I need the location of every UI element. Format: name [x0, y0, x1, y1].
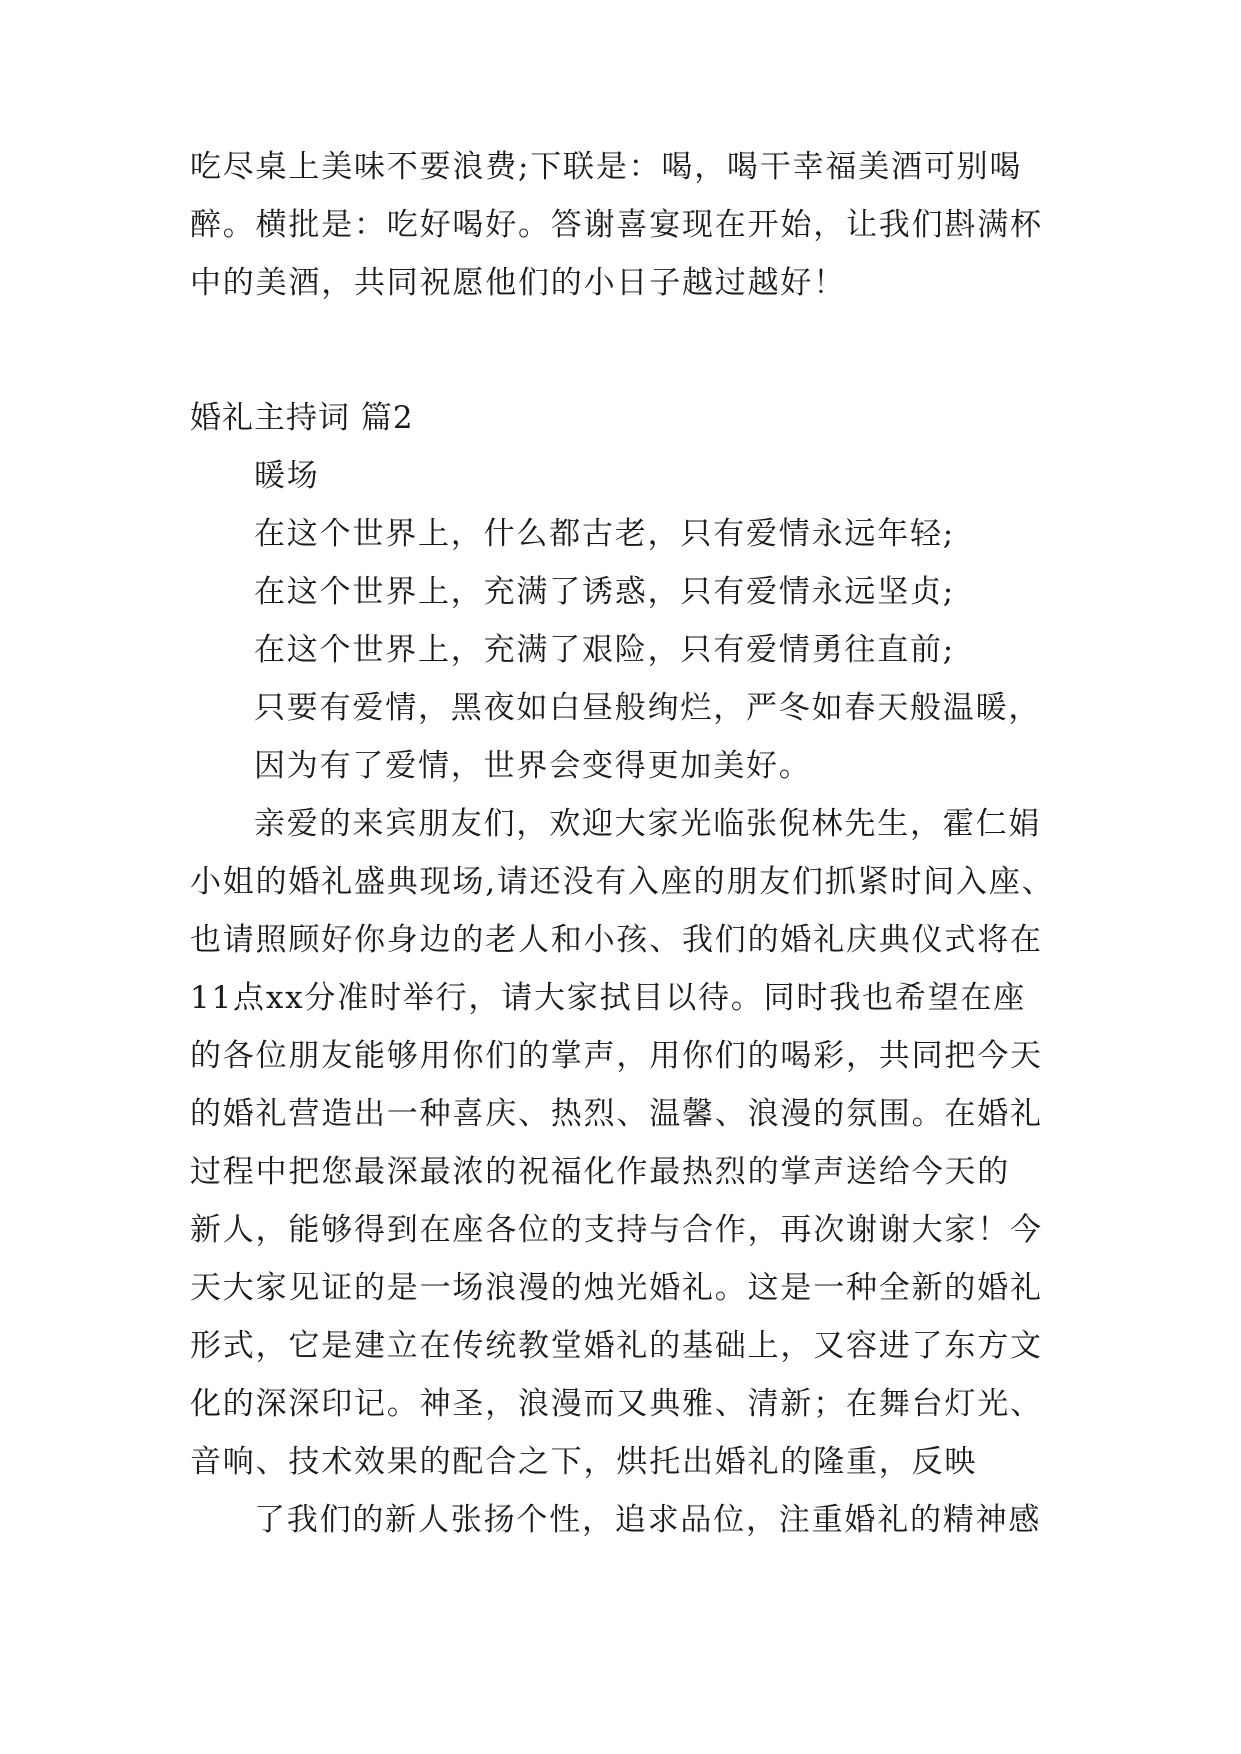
poem-line-1: 在这个世界上，什么都古老，只有爱情永远年轻;	[254, 516, 956, 552]
intro-line-1: 吃尽桌上美味不要浪费;下联是：喝，喝干幸福美酒可别喝	[190, 149, 1023, 185]
body-line-last: 了我们的新人张扬个性，追求品位，注重婚礼的精神感	[254, 1502, 1042, 1538]
body-line-5: 的各位朋友能够用你们的掌声，用你们的喝彩，共同把今天	[190, 1038, 1043, 1074]
poem-line-2: 在这个世界上，充满了诱惑，只有爱情永远坚贞;	[254, 574, 956, 610]
section-title: 婚礼主持词 篇2	[190, 400, 414, 436]
intro-line-3: 中的美酒，共同祝愿他们的小日子越过越好！	[190, 265, 846, 301]
body-line-8: 新人，能够得到在座各位的支持与合作，再次谢谢大家！今	[190, 1212, 1043, 1248]
body-line-3: 也请照顾好你身边的老人和小孩、我们的婚礼庆典仪式将在	[190, 922, 1043, 958]
body-line-7: 过程中把您最深最浓的祝福化作最热烈的掌声送给今天的	[190, 1154, 1010, 1190]
body-line-2: 小姐的婚礼盛典现场,请还没有入座的朋友们抓紧时间入座、	[190, 864, 1055, 900]
body-line-10: 形式，它是建立在传统教堂婚礼的基础上，又容进了东方文	[190, 1328, 1043, 1364]
body-line-4: 11点xx分准时举行，请大家拭目以待。同时我也希望在座	[190, 980, 1027, 1016]
body-line-9: 天大家见证的是一场浪漫的烛光婚礼。这是一种全新的婚礼	[190, 1270, 1043, 1306]
poem-line-3: 在这个世界上，充满了艰险，只有爱情勇往直前;	[254, 632, 956, 668]
poem-line-4: 只要有爱情，黑夜如白昼般绚烂，严冬如春天般温暖，	[254, 690, 1042, 726]
subheading: 暖场	[254, 458, 320, 494]
body-line-6: 的婚礼营造出一种喜庆、热烈、温馨、浪漫的氛围。在婚礼	[190, 1096, 1043, 1132]
body-line-1: 亲爱的来宾朋友们，欢迎大家光临张倪林先生，霍仁娟	[254, 806, 1042, 842]
intro-line-2: 醉。横批是：吃好喝好。答谢喜宴现在开始，让我们斟满杯	[190, 207, 1043, 243]
body-line-11: 化的深深印记。神圣，浪漫而又典雅、清新；在舞台灯光、	[190, 1386, 1043, 1422]
poem-line-5: 因为有了爱情，世界会变得更加美好。	[254, 748, 812, 784]
body-line-12: 音响、技术效果的配合之下，烘托出婚礼的隆重，反映	[190, 1444, 978, 1480]
